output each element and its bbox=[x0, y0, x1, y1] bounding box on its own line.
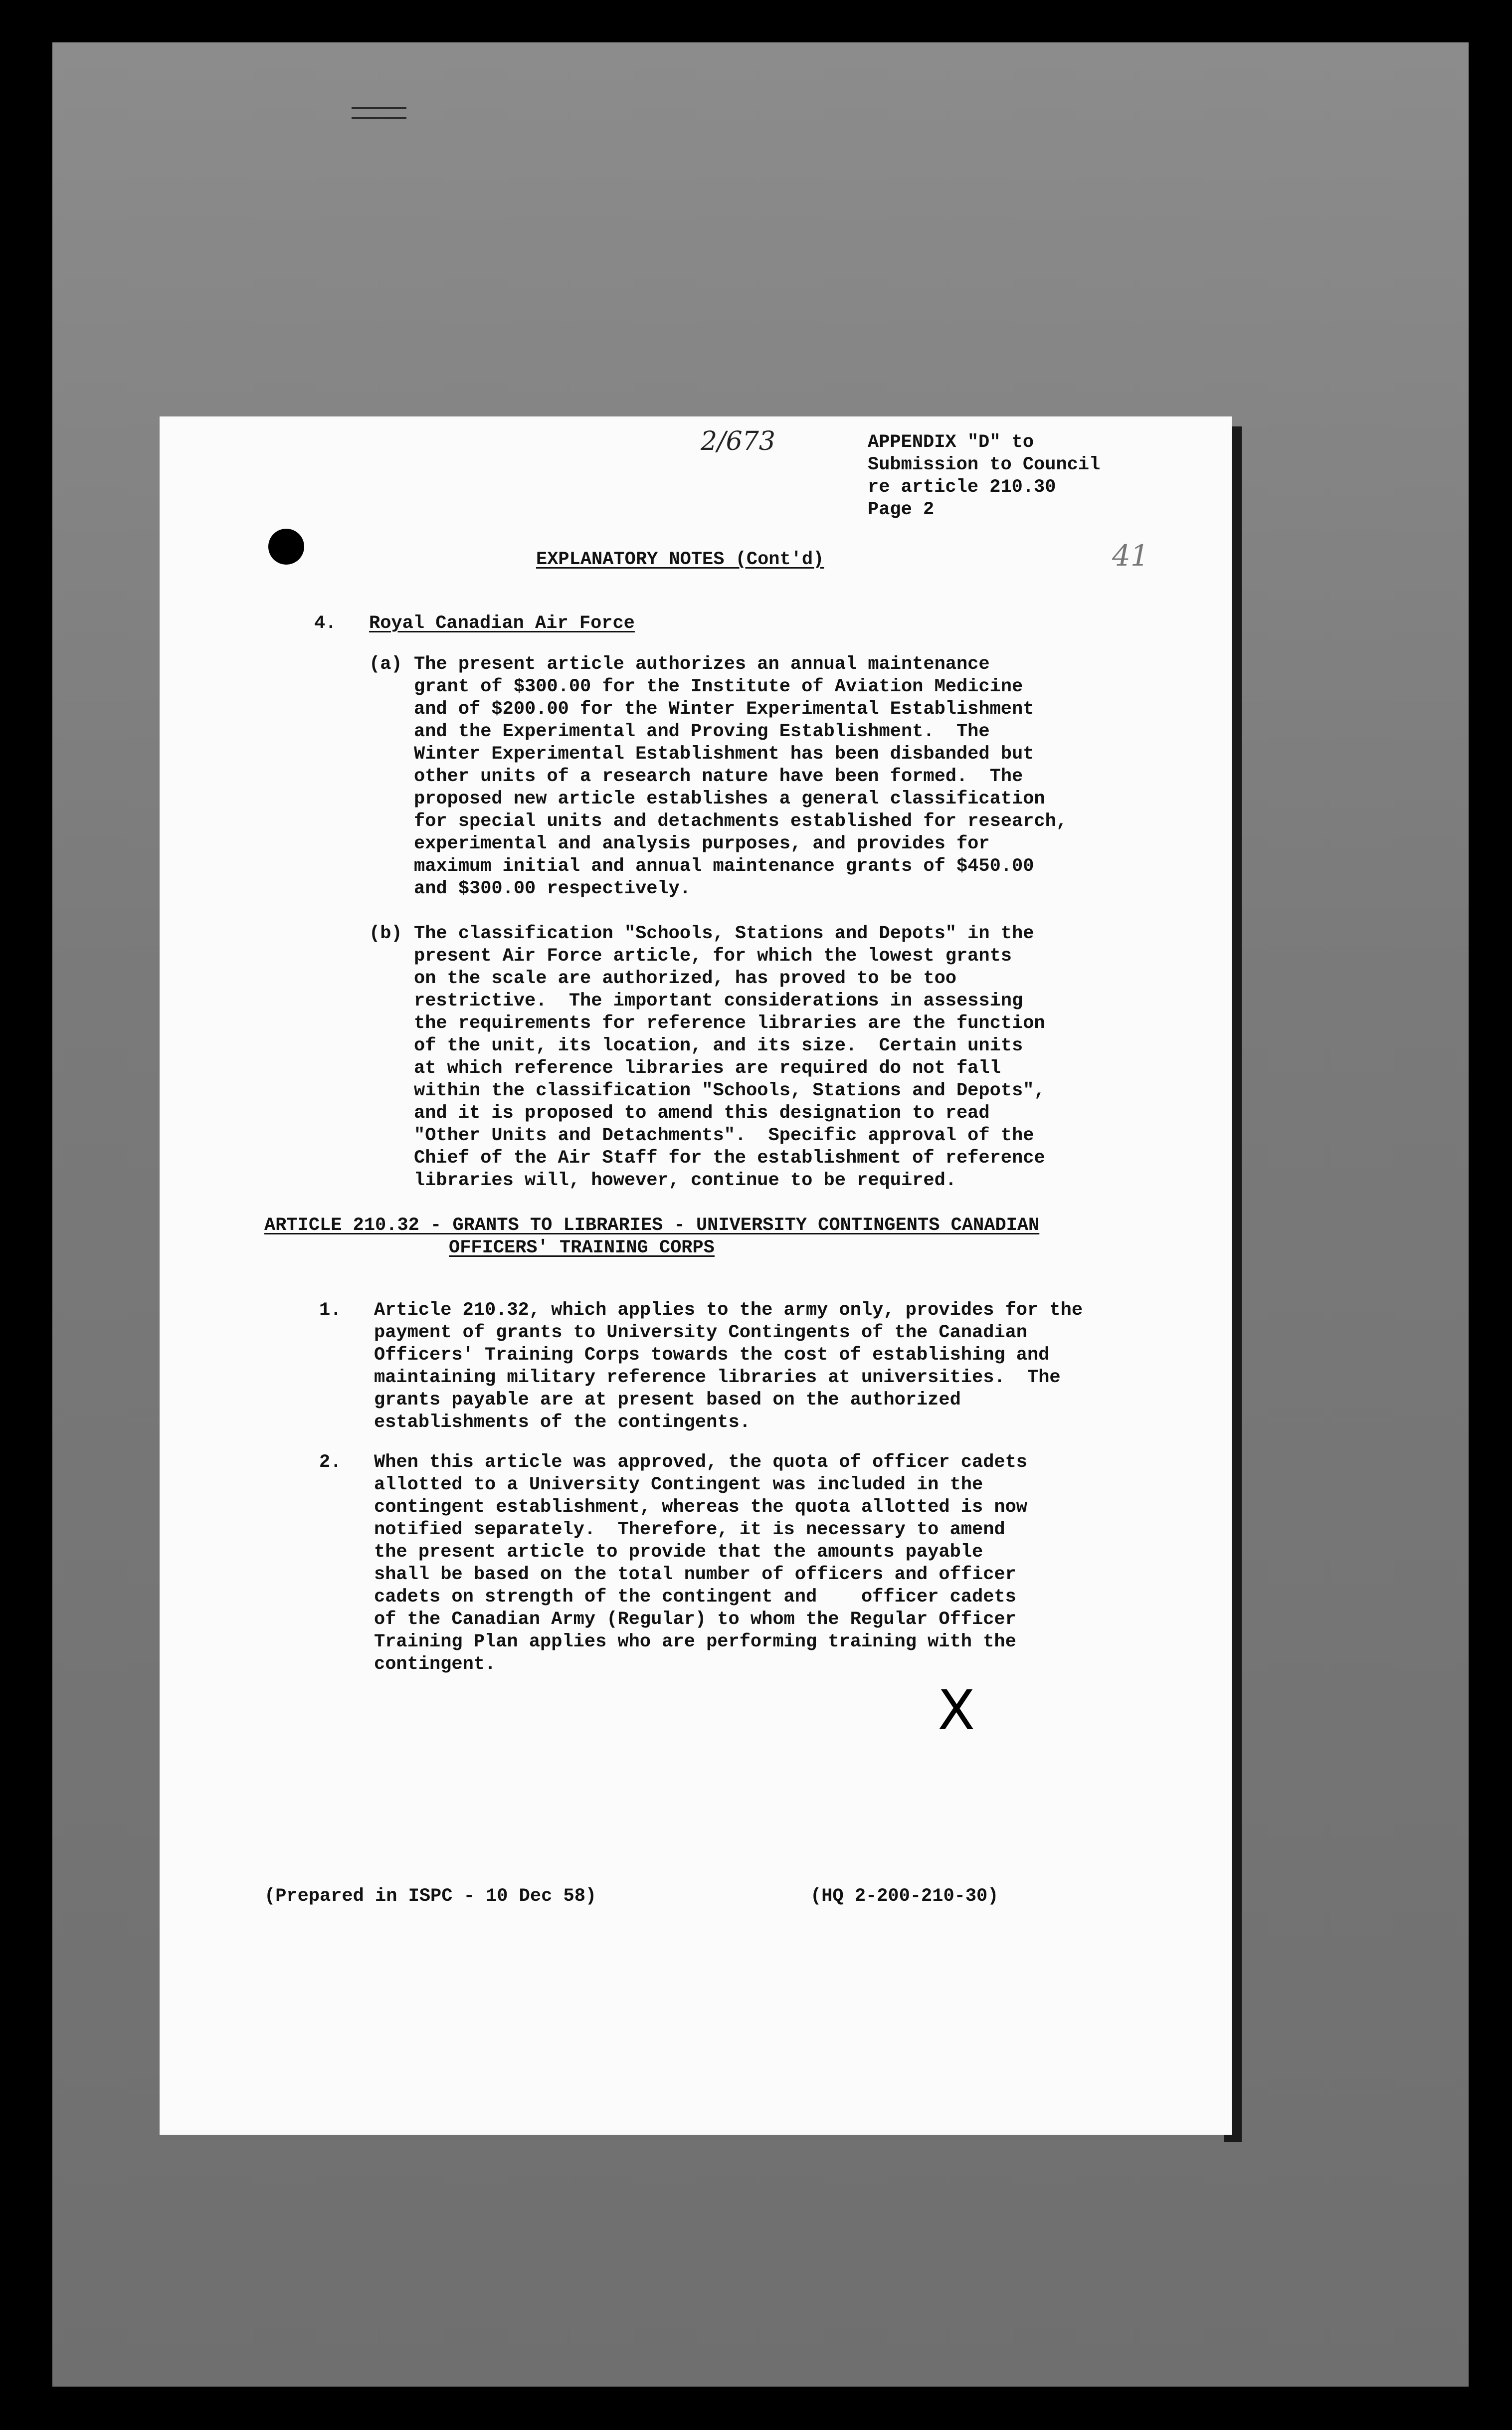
section-title: Royal Canadian Air Force bbox=[369, 613, 635, 634]
footer-prepared-note: (Prepared in ISPC - 10 Dec 58) bbox=[264, 1886, 597, 1907]
paragraph-label-a: (a) bbox=[369, 654, 402, 675]
paragraph-a-text: The present article authorizes an annual maintenance grant of $300.00 for the Institute of Aviation Medicine and of $200.00 for the Winter Experimental Establishment and the Experimental and Proving Establishment. The Winter Experimental Establishment has been disbanded but other units of a research nature have been formed. The proposed new article establishes a general classification for special units and detachments established for research, experimental and analysis purposes, and provides for maximum initial and annual maintenance grants of $450.00 and $300.00 respectively. bbox=[414, 654, 1068, 899]
handwritten-x-mark: X bbox=[938, 1678, 975, 1742]
handwritten-reference-number: 2/673 bbox=[701, 426, 775, 456]
punch-hole bbox=[268, 529, 304, 565]
section-number: 4. bbox=[314, 613, 337, 634]
paragraph-label-b: (b) bbox=[369, 923, 402, 944]
document-page bbox=[160, 416, 1232, 2135]
scan-mark bbox=[352, 107, 406, 109]
scan-mark bbox=[352, 117, 406, 119]
article-paragraph-number-2: 2. bbox=[319, 1452, 342, 1473]
article-paragraph-number-1: 1. bbox=[319, 1300, 342, 1321]
article-paragraph-2-text: When this article was approved, the quota of officer cadets allotted to a University Contingent was included in the contingent establishment, whereas the quota allotted is now notified separately. Therefore, it is necessary to amend the present article to provide that the amounts payable shall be based on the total number of officers and officer cadets on strength of the contingent and officer cadets of the Canadian Army (Regular) to whom the Regular Officer Training Plan applies who are performing training with the contingent. bbox=[374, 1452, 1028, 1675]
handwritten-page-mark: 41 bbox=[1112, 539, 1149, 573]
footer-file-reference: (HQ 2-200-210-30) bbox=[810, 1886, 999, 1907]
page-title: EXPLANATORY NOTES (Cont'd) bbox=[536, 549, 824, 570]
appendix-header: APPENDIX "D" to Submission to Council re article 210.30 Page 2 bbox=[868, 432, 1101, 520]
article-heading-line1: ARTICLE 210.32 - GRANTS TO LIBRARIES - UNIVERSITY CONTINGENTS CANADIAN bbox=[264, 1215, 1040, 1236]
article-heading-line2: OFFICERS' TRAINING CORPS bbox=[449, 1237, 715, 1258]
article-paragraph-1-text: Article 210.32, which applies to the army only, provides for the payment of grants to University Contingents of the Canadian Officers' Training Corps towards the cost of establishing and maintaining military reference libraries at universities. The grants payable are at present based on the authorized establishments of the contingents. bbox=[374, 1300, 1083, 1433]
paragraph-b-text: The classification "Schools, Stations and Depots" in the present Air Force article, for which the lowest grants on the scale are authorized, has proved to be too restrictive. The important considerations in assessing the requirements for reference libraries are the function of the unit, its location, and its size. Certain units at which reference libraries are required do not fall within the classification "Schools, Stations and Depots", and it is proposed to amend this designation to read "Other Units and Detachments". Specific approval of the Chief of the Air Staff for the establishment of reference libraries will, however, continue to be required. bbox=[414, 923, 1045, 1191]
